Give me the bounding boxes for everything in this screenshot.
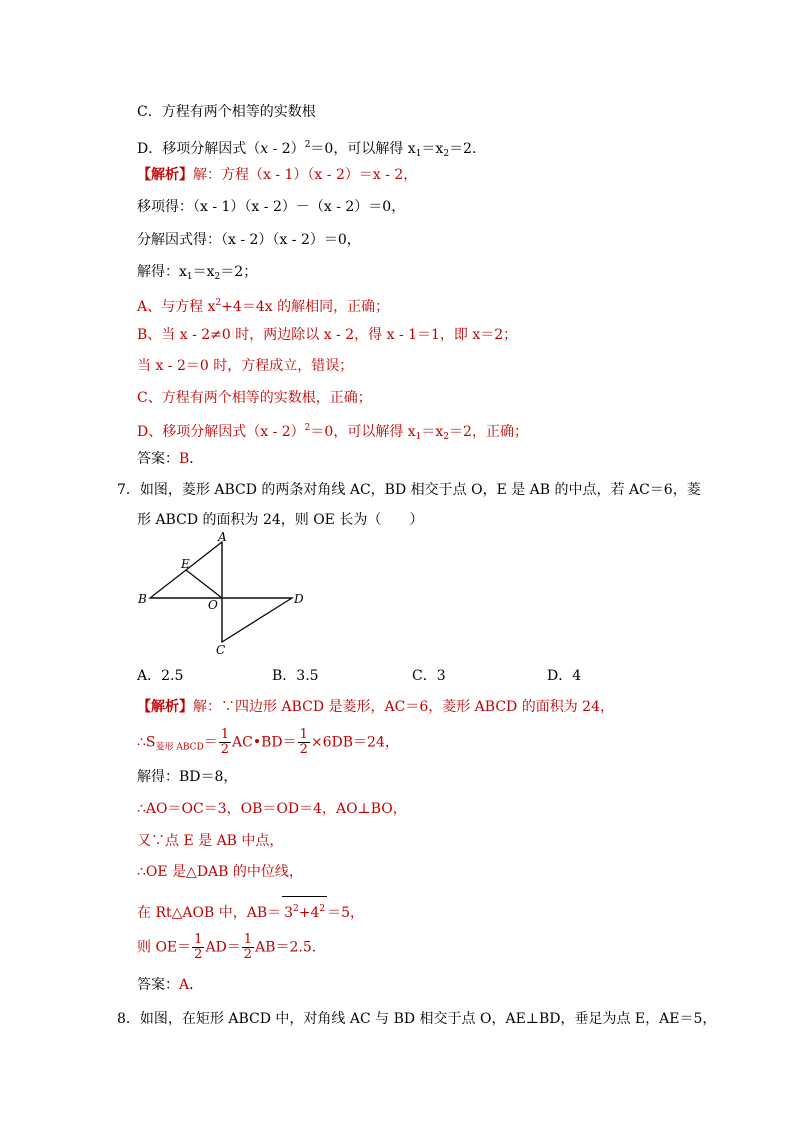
analysis-b-line-2: 当 x - 2＝0 时，方程成立，错误； — [137, 358, 354, 374]
analysis-line-2: 移项得：（x - 1）（x - 2）－（x - 2）＝0， — [137, 199, 406, 215]
q7-stem-line-2: 形 ABCD 的面积为 24，则 OE 长为（ ） — [137, 512, 424, 528]
rhombus-diagram — [132, 530, 322, 655]
q7-line-oe: ∴OE 是△DAB 的中位线， — [137, 864, 303, 880]
analysis-a-line: A、与方程 $x^2+4=4x$ 的解相同，正确； — [137, 298, 390, 315]
label-b: B — [138, 592, 147, 606]
q7-area-line: $\therefore S_{菱形 ABCD}=$ $\frac{1}{2}$ AC•BD＝ $\frac{1}{2}$ ×6DB＝24， — [137, 727, 399, 757]
q7-final-line: 则 OE＝ $\frac{1}{2}$ AD＝ $\frac{1}{2}$ AB＝2.5． — [137, 932, 326, 962]
q7-line-ao: ∴AO＝OC＝3，OB＝OD＝4，AO⊥BO， — [137, 801, 407, 817]
segment-oe — [186, 570, 222, 598]
answer-7: 答案：A． — [137, 977, 204, 993]
q7-line-e: 又∵点 E 是 AB 中点， — [137, 833, 284, 849]
analysis-line-1: 【解析】解：方程（x - 1）（x - 2）＝x - 2， — [137, 167, 418, 183]
rhombus-outline — [150, 542, 292, 642]
analysis-d-line: D、移项分解因式（x - 2）$^2$＝0，可以解得 $x_1=x_2=2$，正确； — [137, 423, 528, 442]
fraction-half: $\frac{1}{2}$ — [220, 727, 230, 757]
q7-option-c: C．3 — [412, 668, 446, 684]
option-c: C．方程有两个相等的实数根 — [137, 104, 316, 120]
analysis-c-line: C、方程有两个相等的实数根，正确； — [137, 390, 372, 406]
q7-option-b: B．3.5 — [272, 668, 319, 684]
label-d: D — [294, 592, 304, 606]
analysis-b-line: B、当 x - 2≠0 时，两边除以 x - 2，得 x - 1＝1，即 x＝2； — [137, 327, 518, 343]
option-d: D．移项分解因式（x - 2）$^2$＝0，可以解得 $x_1=x_2=2$． — [137, 140, 486, 159]
sqrt-expression: $3^2+4^2$ — [282, 896, 327, 925]
q7-option-d: D．4 — [547, 668, 582, 684]
q8-stem-line-1: 8．如图，在矩形 ABCD 中，对角线 AC 与 BD 相交于点 O，AE⊥BD，垂足为点 E，AE＝5， — [117, 1011, 717, 1027]
q7-line-bd: 解得：BD＝8， — [137, 769, 238, 785]
q7-rt-line: 在 Rt△AOB 中，$AB= 3^2+4^2 =5$， — [137, 896, 364, 925]
analysis-line-4: 解得：$x_1=x_2=2$； — [137, 264, 258, 282]
label-o: O — [208, 598, 218, 612]
q7-analysis-line-1: 【解析】解：∵四边形 ABCD 是菱形，AC＝6，菱形 ABCD 的面积为 24， — [137, 699, 614, 715]
fraction-half: $\frac{1}{2}$ — [243, 932, 253, 962]
analysis-line-3: 分解因式得：（x - 2）（x - 2）＝0， — [137, 232, 361, 248]
label-e: E — [181, 557, 190, 571]
label-a: A — [218, 530, 227, 544]
label-c: C — [216, 643, 226, 655]
answer-6: 答案：B． — [137, 451, 204, 467]
fraction-half: $\frac{1}{2}$ — [194, 932, 203, 962]
q7-stem-line-1: 7．如图，菱形 ABCD 的两条对角线 AC，BD 相交于点 O，E 是 AB 的中点，若 AC＝6，菱 — [117, 482, 701, 498]
q7-option-a: A．2.5 — [137, 668, 184, 684]
fraction-half: $\frac{1}{2}$ — [299, 727, 308, 757]
